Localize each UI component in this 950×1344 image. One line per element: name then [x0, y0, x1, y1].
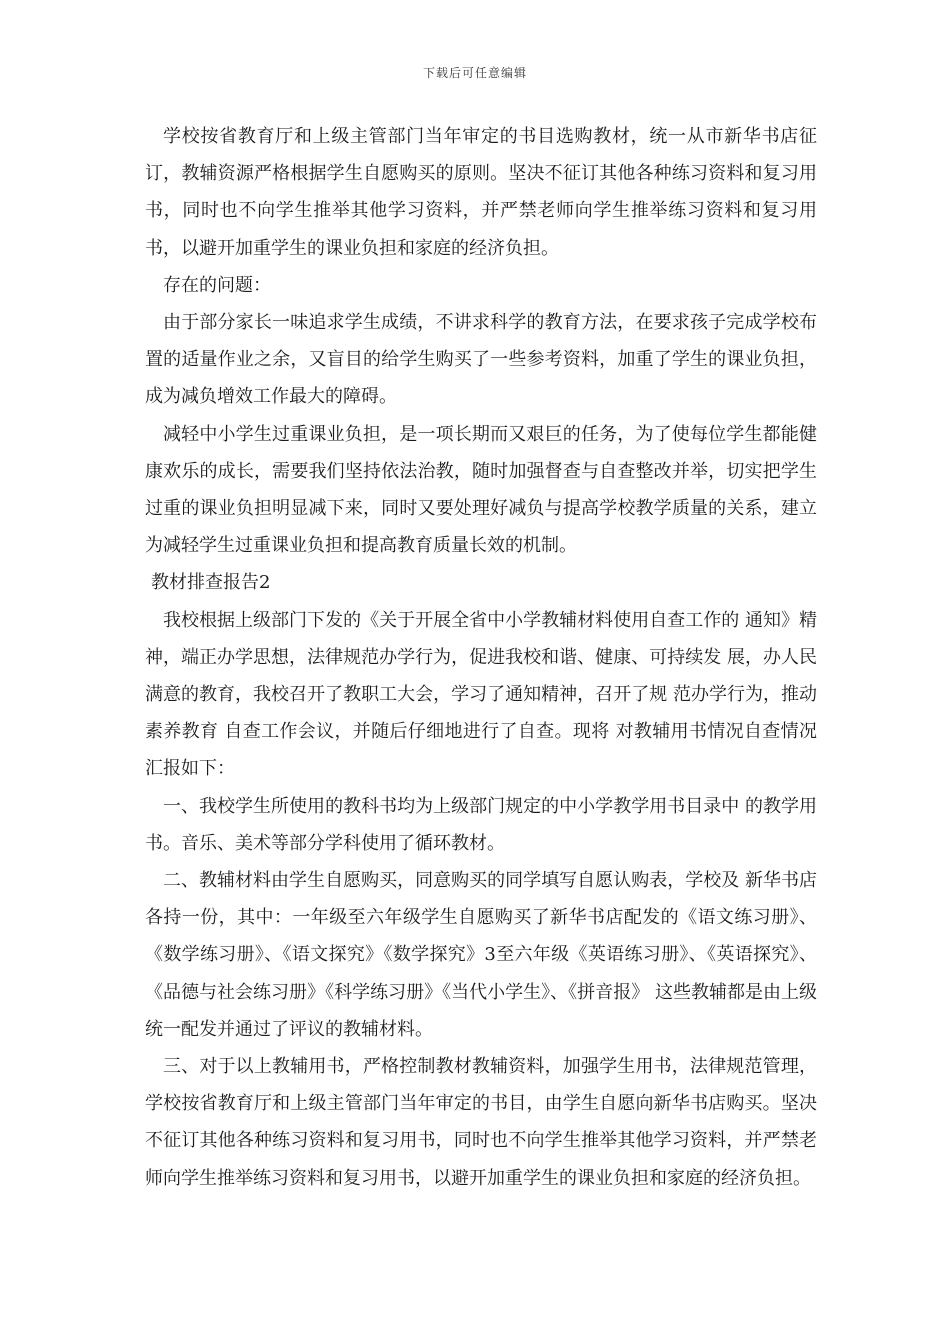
paragraph-report-2-intro: 我校根据上级部门下发的《关于开展全省中小学教辅材料使用自查工作的 通知》精神，端正办学思想，法律规范办学行为，促进我校和谐、健康、可持续发 展，办人民满意的教育，我校召开了教职工大会，学习了通知精神，召开了规 范办学行为，推动素养教育 自查工作会议，并随后仔细地进行了自查。现将 对教辅用书情况自查情况汇报如下：	[145, 609, 817, 780]
paragraph-burden-reduction: 减轻中小学生过重课业负担，是一项长期而又艰巨的任务，为了使每位学生都能健康欢乐的成长，需要我们坚持依法治教，随时加强督查与自查整改并举，切实把学生过重的课业负担明显减下来，同时又要处理好减负与提高学校教学质量的关系，建立为减轻学生过重课业负担和提高教育质量长效的机制。	[145, 423, 817, 557]
paragraph-textbook-procurement: 学校按省教育厅和上级主管部门当年审定的书目选购教材，统一从市新华书店征订，教辅资源严格根据学生自愿购买的原则。坚决不征订其他各种练习资料和复习用书，同时也不向学生推举其他学习资料，并严禁老师向学生推举练习资料和复习用书，以避开加重学生的课业负担和家庭的经济负担。	[145, 126, 817, 259]
list-item-3: 三、对于以上教辅用书，严格控制教材教辅资料，加强学生用书，法律规范管理，学校按省教育厅和上级主管部门当年审定的书目，由学生自愿向新华书店购买。坚决不征订其他各种练习资料和复习用书，同时也不向学生推举其他学习资料，并严禁老师向学生推举练习资料和复习用书，以避开加重学生的课业负担和家庭的经济负担。	[145, 1056, 817, 1189]
paragraph-problems: 由于部分家长一味追求学生成绩，不讲求科学的教育方法，在要求孩子完成学校布置的适量作业之余，又盲目的给学生购买了一些参考资料，加重了学生的课业负担，成为减负增效工作最大的障碍。	[145, 312, 817, 408]
header-note: 下载后可任意编辑	[422, 66, 527, 80]
list-item-1: 一、我校学生所使用的教科书均为上级部门规定的中小学教学用书目录中 的教学用书。音乐、美术等部分学科使用了循环教材。	[145, 795, 817, 854]
problems-label: 存在的问题：	[163, 274, 271, 296]
report-2-title: 教材排查报告2	[151, 572, 271, 594]
document-body	[145, 118, 817, 1197]
list-item-2: 二、教辅材料由学生自愿购买，同意购买的同学填写自愿认购表，学校及 新华书店各持一份，其中：一年级至六年级学生自愿购买了新华书店配发的《语文练习册》、《数学练习册》、《语文探究》《数学探究》3至六年级《英语练习册》、《英语探究》、《品德与社会练习册》《科学练习册》《当代小学生》、《拼音报》 这些教辅都是由上级统一配发并通过了评议的教辅材料。	[145, 870, 817, 1040]
